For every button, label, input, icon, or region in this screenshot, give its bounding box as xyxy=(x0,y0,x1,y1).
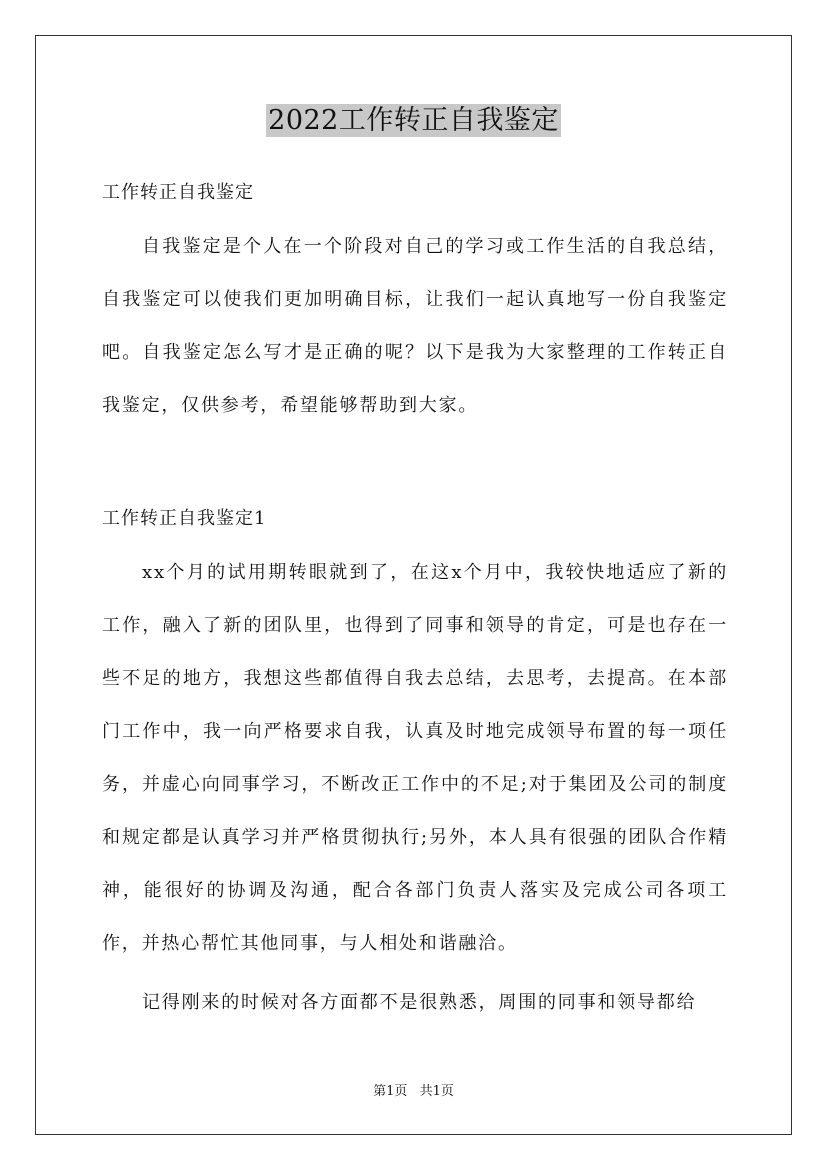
page-total: 共1页 xyxy=(419,1084,454,1099)
document-title-text: 2022工作转正自我鉴定 xyxy=(268,105,559,136)
intro-heading: 工作转正自我鉴定 xyxy=(102,182,254,203)
section1-heading: 工作转正自我鉴定1 xyxy=(102,508,267,529)
section1-paragraph-2: 记得刚来的时候对各方面都不是很熟悉，周围的同事和领导都给 xyxy=(142,992,697,1013)
page-number: 第1页 xyxy=(373,1084,408,1099)
intro-paragraph: 自我鉴定是个人在一个阶段对自己的学习或工作生活的自我总结，自我鉴定可以使我们更加明确目标，让我们一起认真地写一份自我鉴定吧。自我鉴定怎么写才是正确的呢？以下是我为大家整理的工作转正自我鉴定，仅供参考，希望能够帮助到大家。 xyxy=(102,236,728,416)
document-title xyxy=(0,101,827,141)
section1-paragraph-1: xx个月的试用期转眼就到了，在这x个月中，我较快地适应了新的工作，融入了新的团队里，也得到了同事和领导的肯定，可是也存在一些不足的地方，我想这些都值得自我去总结，去思考，去提高。在本部门工作中，我一向严格要求自我，认真及时地完成领导布置的每一项任务，并虚心向同事学习，不断改正工作中的不足;对于集团及公司的制度和规定都是认真学习并严格贯彻执行;另外，本人具有很强的团队合作精神，能很好的协调及沟通，配合各部门负责人落实及完成公司各项工作，并热心帮忙其他同事，与人相处和谐融洽。 xyxy=(102,562,728,954)
page-footer xyxy=(0,1082,827,1102)
